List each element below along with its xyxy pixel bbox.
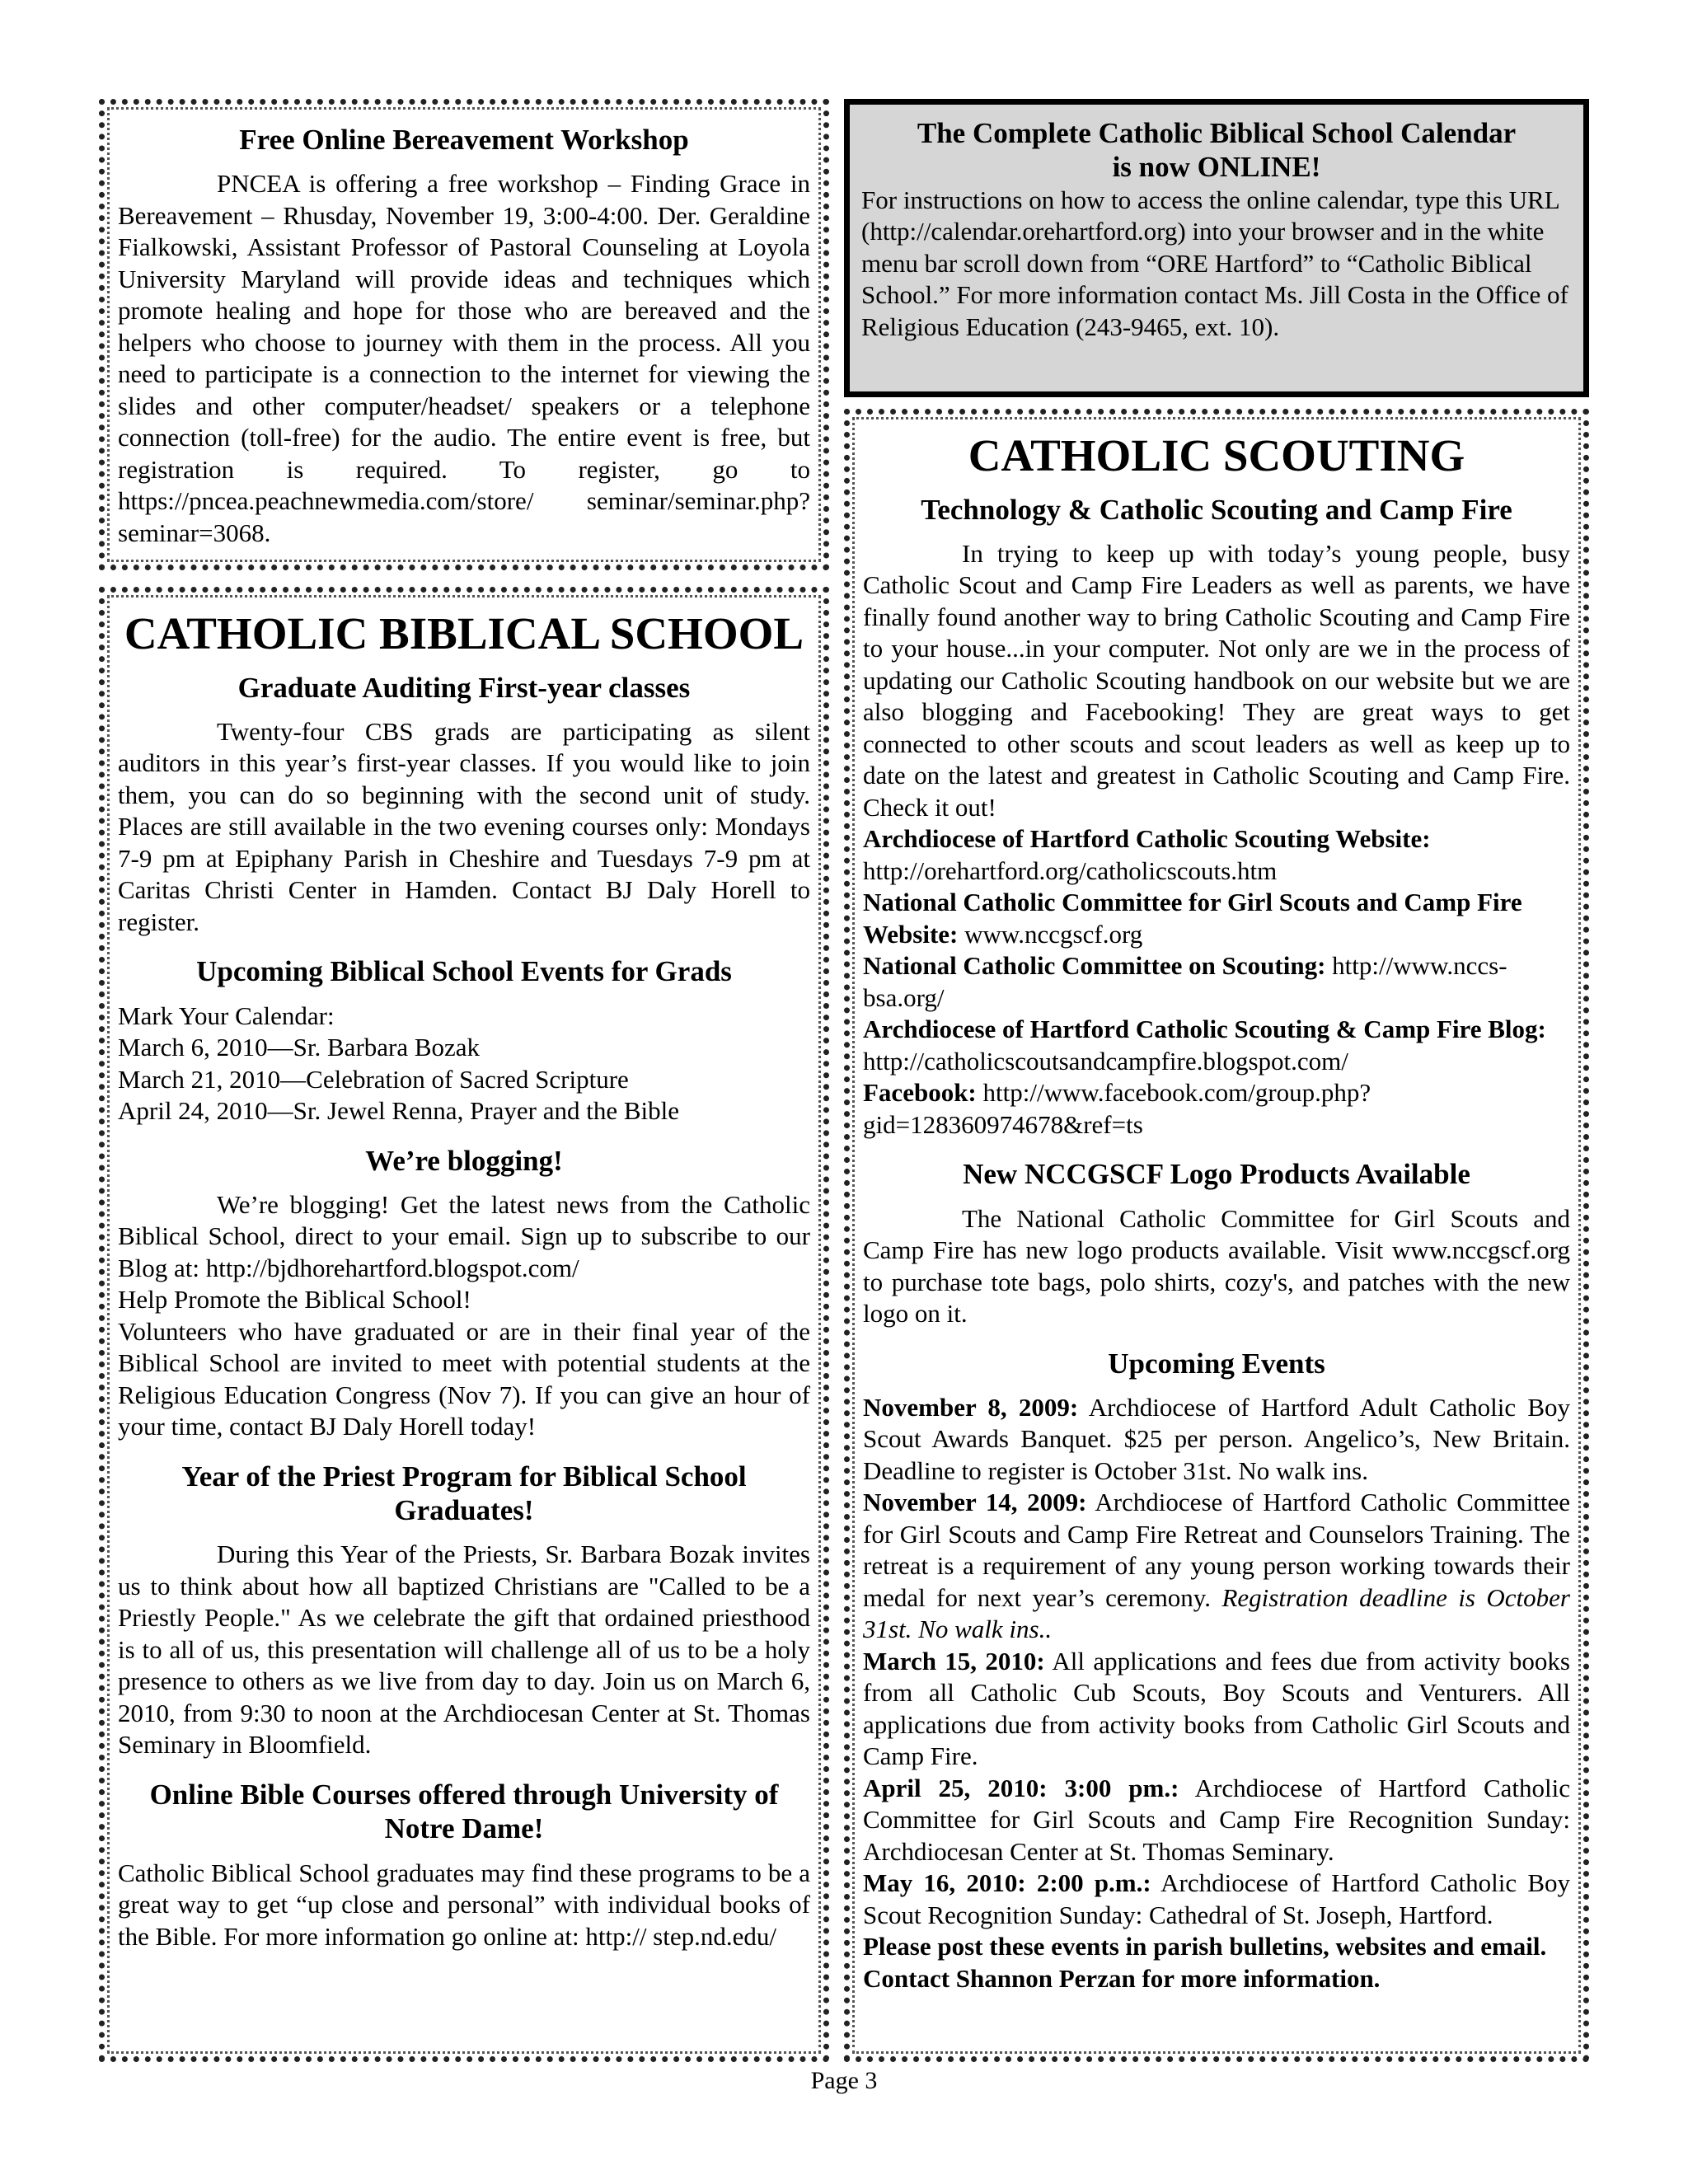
cbs-auditing-body: Twenty-four CBS grads are participating as silent auditors in this year’s first-year classes. If you would like to join them, you can do so beginning with the second unit of study. Places are still available in the two evening courses only: Mondays 7-9 pm at Epiphany Parish in Cheshire and Tuesdays 7-9 pm at Caritas Christi Center in Hamden. Contact BJ Daly Horell to register. — [118, 716, 810, 936]
calendar-notice-box — [844, 99, 1589, 397]
cbs-priest-heading: Year of the Priest Program for Biblical School Graduates! — [181, 1460, 747, 1527]
scouting-tech-heading: Technology & Catholic Scouting and Camp Fire — [921, 493, 1512, 526]
scouting-box — [844, 409, 1589, 2062]
calendar-notice-body: For instructions on how to access the online calendar, type this URL (http://calendar.orehartford.org) into your browser and in the white menu bar scroll down from “ORE Hartford” to “Catholic Biblical School.” For more information contact Ms. Jill Costa in the Office of Religious Education (243-9465, ext. 10). — [861, 185, 1568, 341]
bereavement-title: Free Online Bereavement Workshop — [239, 124, 689, 156]
bereavement-box — [99, 99, 829, 570]
scouting-event-date: November 14, 2009: — [863, 1488, 1087, 1517]
scouting-event-text: Archdiocese of Hartford Catholic Committee for Girl Scouts and Camp Fire Recognition Sunday: Archdiocesan Center at St. Thomas Seminary. — [863, 1773, 1570, 1866]
scouting-event-text: Archdiocese of Hartford Catholic Committee for Girl Scouts and Camp Fire Retreat and Counselors Training. The retreat is a requirement of any young person working towards their medal for next year’s ceremony. — [863, 1488, 1571, 1612]
scouting-link-label: National Catholic Committee on Scouting: — [863, 951, 1326, 981]
page-number: Page 3 — [810, 2067, 878, 2094]
scouting-event-item — [863, 1392, 1570, 1488]
scouting-link-url: http://catholicscoutsandcampfire.blogspot.com/ — [863, 1046, 1348, 1076]
cbs-events-line: March 21, 2010—Celebration of Sacred Scripture — [118, 1064, 629, 1094]
scouting-link-url: http://orehartford.org/catholicscouts.htm — [863, 855, 1278, 885]
scouting-event-date: March 15, 2010: — [863, 1646, 1045, 1675]
scouting-link-url: http://www.facebook.com/group.php? gid=128360974678&ref=ts — [863, 1078, 1372, 1139]
cbs-events-line: March 6, 2010—Sr. Barbara Bozak — [118, 1033, 481, 1062]
scouting-event-text: Archdiocese of Hartford Adult Catholic Boy Scout Awards Banquet. $25 per person. Angelico’s, New Britain. Deadline to register is October 31st. No walk ins. — [863, 1392, 1570, 1485]
scouting-event-date: November 8, 2009: — [863, 1392, 1079, 1422]
scouting-link-label: Archdiocese of Hartford Catholic Scouting Website: — [863, 824, 1431, 854]
cbs-blogging-heading: We’re blogging! — [365, 1144, 563, 1177]
scouting-link-label: Facebook: — [863, 1078, 977, 1108]
cbs-promote-body: Volunteers who have graduated or are in their final year of the Biblical School are invited to meet with potential students at the Religious Education Congress (Nov 7). If you can give an hour of your time, contact BJ Daly Horell today! — [118, 1316, 810, 1441]
scouting-link — [863, 1077, 1570, 1141]
scouting-tech-body: In trying to keep up with today’s young people, busy Catholic Scout and Camp Fire Leaders as well as parents, we have finally found another way to bring Catholic Scouting and Camp Fire to your house...in your computer. Not only are we in the process of updating our Catholic Scouting handbook on our website but we are also blogging and Facebooking! They are great ways to get connected to other scouts and scout leaders as well as keep up to date on the latest and greatest in Catholic Scouting and Camp Fire. Check it out! — [863, 538, 1570, 822]
cbs-notre-dame-heading: Online Bible Courses offered through University of Notre Dame! — [149, 1778, 779, 1845]
scouting-link-url: www.nccgscf.org — [958, 919, 1143, 949]
bereavement-body: PNCEA is offering a free workshop – Finding Grace in Bereavement – Rhusday, November 19, 3:00-4:00. Der. Geraldine Fialkowski, Assistant Professor of Pastoral Counseling at Loyola University Maryland will provide ideas and techniques which promote healing and hope for those who are bereaved and the helpers who choose to journey with them in the process. All you need to participate is a connection to the internet for viewing the slides and other computer/headset/ speakers or a telephone connection (toll-free) for the audio. The entire event is free, but registration is required. To register, go to https://pncea.peachnewmedia.com/store/ seminar/seminar.php?seminar=3068. — [118, 169, 810, 547]
cbs-title: CATHOLIC BIBLICAL SCHOOL — [124, 608, 804, 658]
scouting-event-date: May 16, 2010: 2:00 p.m.: — [863, 1868, 1151, 1898]
scouting-event-text: Archdiocese of Hartford Catholic Boy Scout Recognition Sunday: Cathedral of St. Joseph, Hartford. — [863, 1868, 1570, 1929]
cbs-events-line: Mark Your Calendar: — [118, 1001, 335, 1030]
scouting-link — [863, 950, 1570, 1014]
scouting-link-label: Archdiocese of Hartford Catholic Scouting & Camp Fire Blog: — [863, 1015, 1546, 1044]
cbs-priest-body: During this Year of the Priests, Sr. Barbara Bozak invites us to think about how all baptized Christians are "Called to be a Priestly People." As we celebrate the gift that ordained priesthood is to all of us, this presentation will challenge all of us to be a holy presence to others as we live from day to day. Join us on March 6, 2010, from 9:30 to noon at the Archdiocesan Center at St. Thomas Seminary in Bloomfield. — [118, 1540, 810, 1760]
scouting-event-date: April 25, 2010: 3:00 pm.: — [863, 1773, 1179, 1802]
scouting-event-item — [863, 1773, 1570, 1868]
cbs-events-heading: Upcoming Biblical School Events for Grads — [196, 955, 732, 988]
scouting-logo-heading: New NCCGSCF Logo Products Available — [963, 1158, 1470, 1191]
scouting-logo-body: The National Catholic Committee for Girl Scouts and Camp Fire has new logo products available. Visit www.nccgscf.org to purchase tote bags, polo shirts, cozy's, and patches with the new logo on it. — [863, 1203, 1570, 1329]
scouting-event-item — [863, 1487, 1570, 1646]
scouting-event-item — [863, 1646, 1570, 1773]
scouting-link — [863, 887, 1570, 950]
calendar-notice-title: The Complete Catholic Biblical School Calendar is now ONLINE! — [917, 117, 1517, 184]
scouting-link — [863, 1014, 1570, 1077]
scouting-link — [863, 823, 1570, 887]
scouting-closing: Please post these events in parish bulletins, websites and email. Contact Shannon Perzan for more information. — [863, 1932, 1547, 1993]
cbs-auditing-heading: Graduate Auditing First-year classes — [237, 671, 691, 704]
cbs-notre-dame-body: Catholic Biblical School graduates may find these programs to be a great way to get “up close and personal” with individual books of the Bible. For more information go online at: http:// step.nd.edu/ — [118, 1858, 810, 1951]
scouting-link-label: National Catholic Committee for Girl Scouts and Camp Fire Website: — [863, 888, 1522, 949]
scouting-upcoming-heading: Upcoming Events — [1108, 1347, 1325, 1380]
scouting-event-item — [863, 1868, 1570, 1931]
scouting-title: CATHOLIC SCOUTING — [968, 430, 1465, 480]
cbs-events-line: April 24, 2010—Sr. Jewel Renna, Prayer and the Bible — [118, 1096, 680, 1126]
scouting-event-note: Registration deadline is October 31st. No walk ins.. — [863, 1582, 1570, 1644]
scouting-link-url: http://www.nccs-bsa.org/ — [863, 951, 1507, 1012]
cbs-box — [99, 587, 829, 2062]
cbs-blogging-body: We’re blogging! Get the latest news from the Catholic Biblical School, direct to your email. Sign up to subscribe to our Blog at: http://bjdhorehartford.blogspot.com/ — [118, 1189, 810, 1282]
cbs-promote-title: Help Promote the Biblical School! — [118, 1285, 471, 1315]
scouting-event-text: All applications and fees due from activity books from all Catholic Cub Scouts, Boy Scouts and Venturers. All applications due from activity books from Catholic Girl Scouts and Camp Fire. — [863, 1646, 1570, 1771]
